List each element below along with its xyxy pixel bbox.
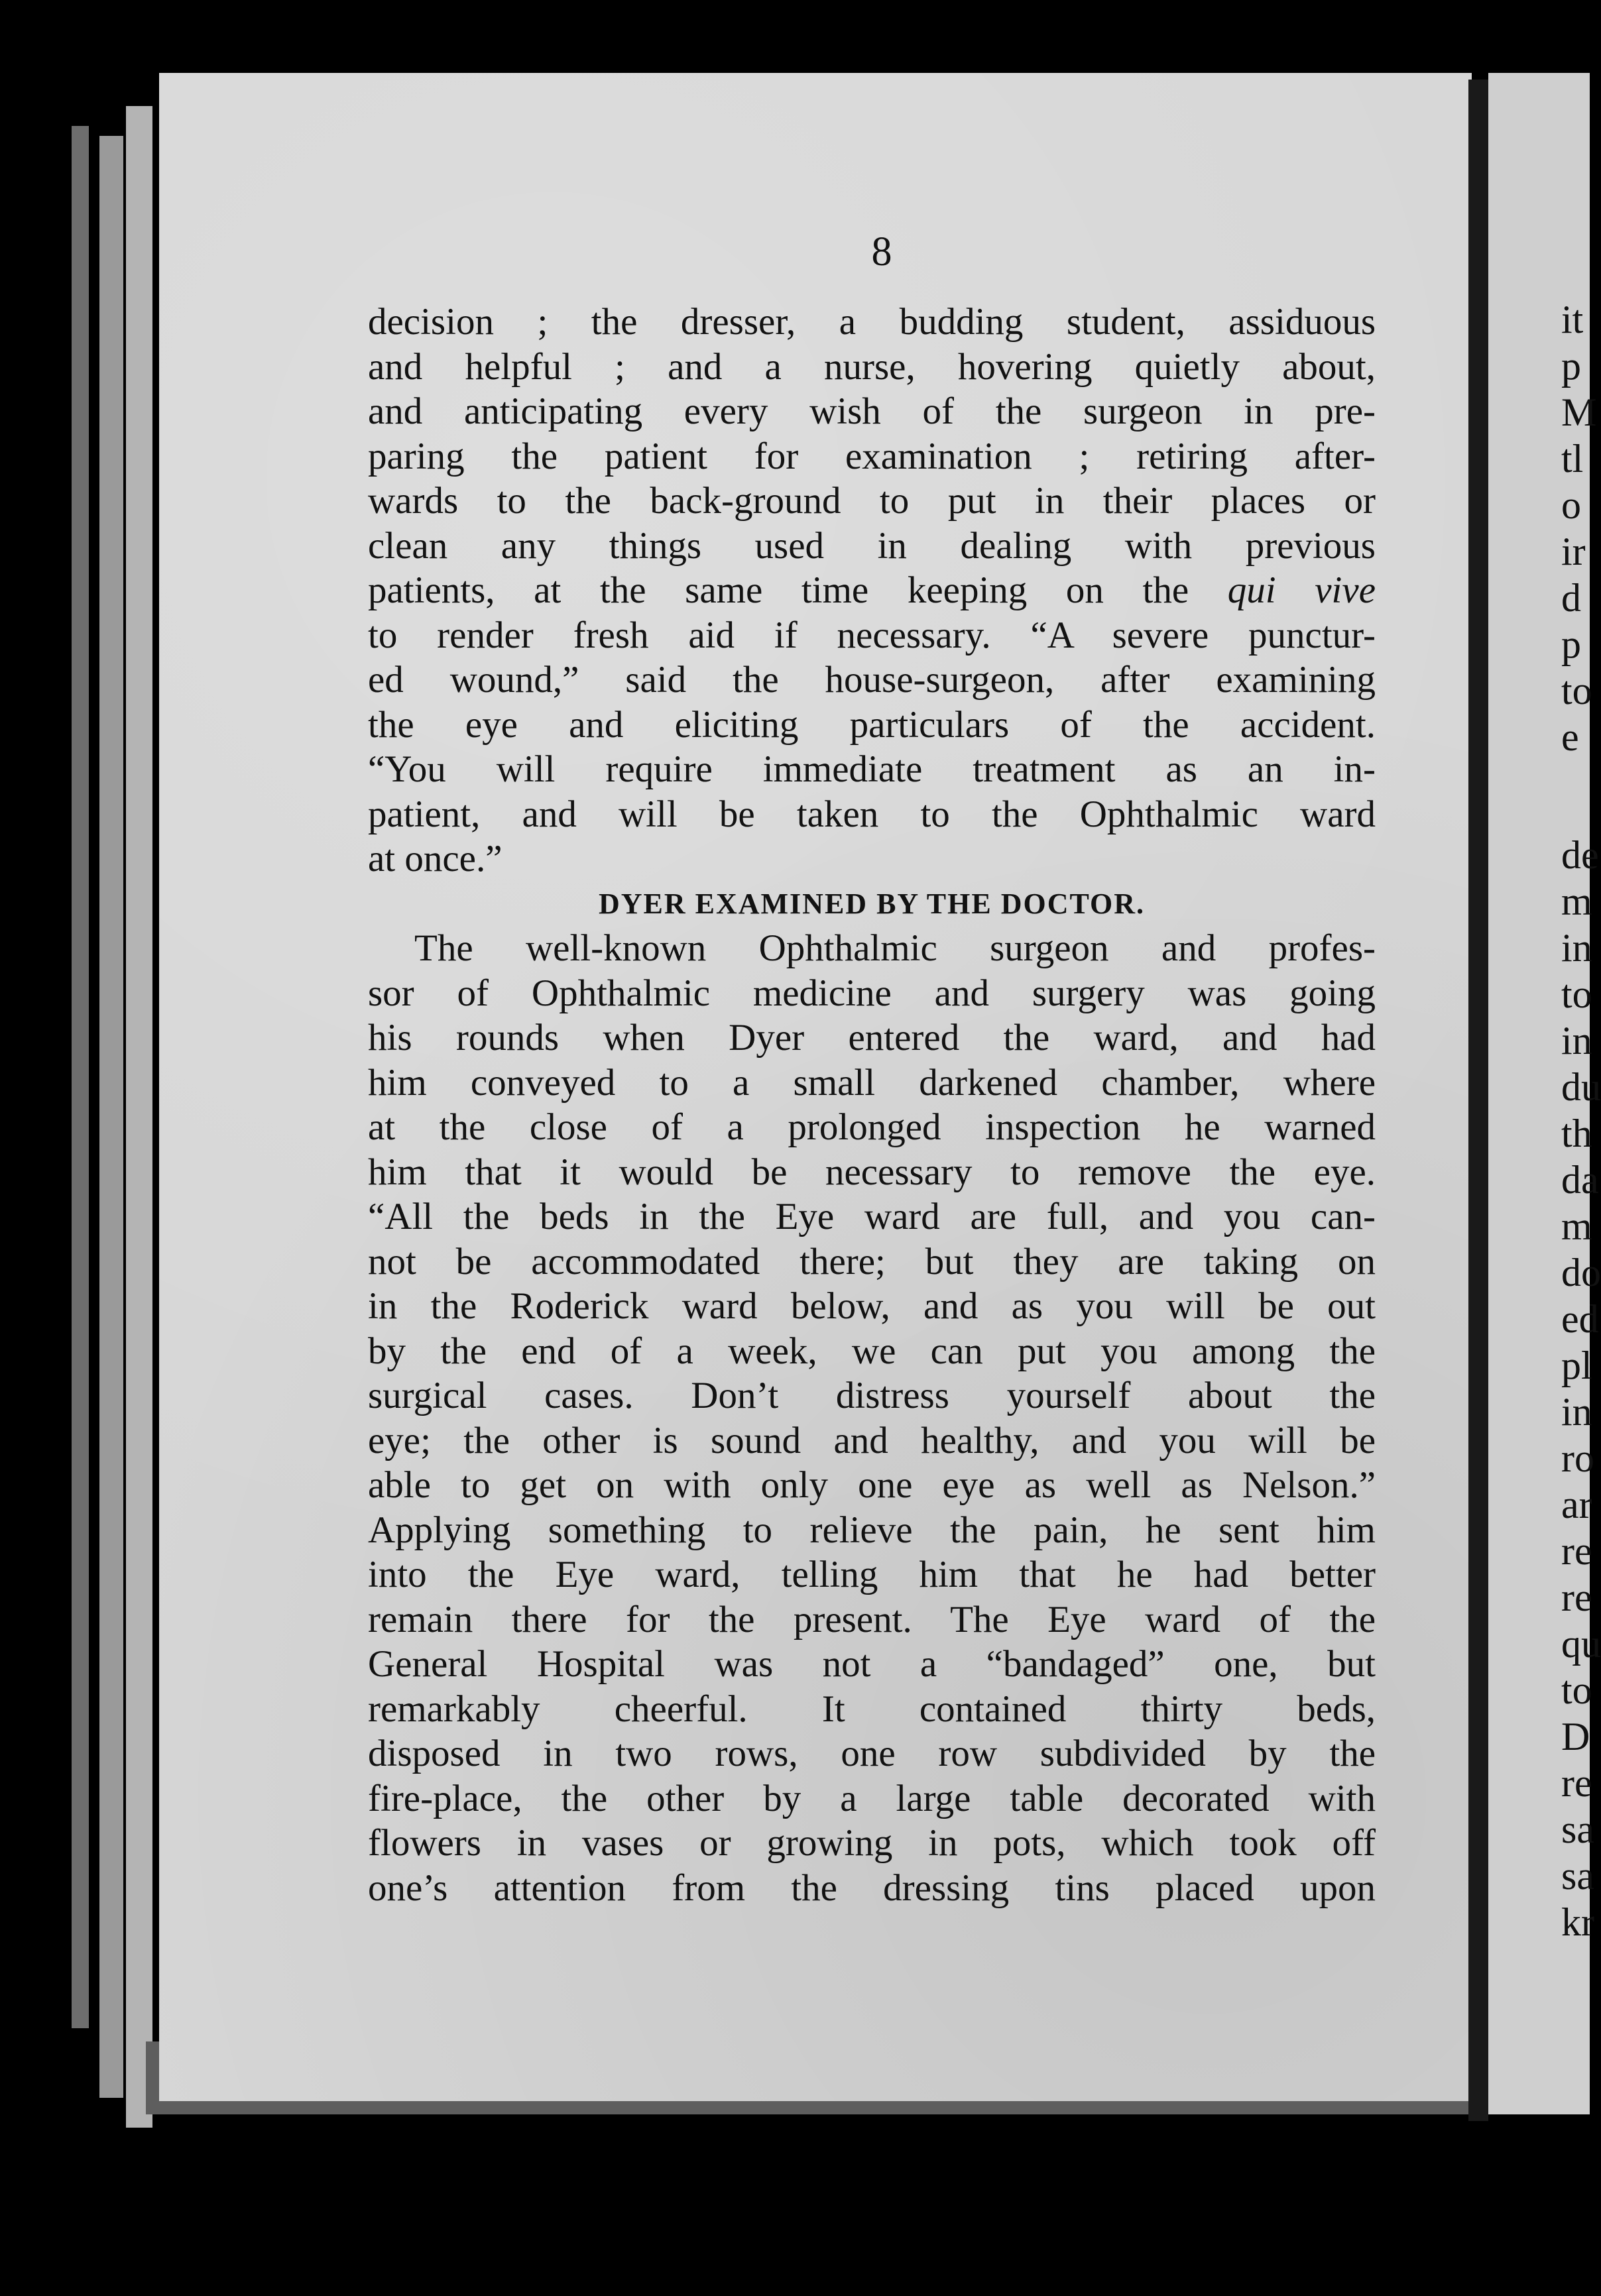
- facing-page-fragment: p: [1561, 622, 1581, 666]
- facing-page-fragment: o: [1561, 483, 1581, 527]
- facing-page-fragment: th: [1561, 1112, 1592, 1155]
- text-line: ed wound,” said the house-surgeon, after examining: [368, 659, 1376, 701]
- text-line: General Hospital was not a “bandaged” one, but: [368, 1643, 1376, 1685]
- text-line: him that it would be necessary to remove the eye.: [368, 1151, 1376, 1193]
- facing-page-fragment: ar: [1561, 1483, 1592, 1526]
- facing-page-fragment: sa: [1561, 1808, 1594, 1851]
- facing-page-fragment: ir: [1561, 530, 1586, 573]
- text-line: eye; the other is sound and healthy, and you will be: [368, 1419, 1376, 1462]
- text-line: at once.”: [368, 838, 503, 880]
- facing-page-fragment: de: [1561, 833, 1599, 877]
- text-line: “You will require immediate treatment as an in-: [368, 748, 1376, 790]
- page-number: 8: [871, 229, 892, 274]
- page-stack-edge: [126, 106, 152, 2128]
- facing-page-fragment: do: [1561, 1251, 1601, 1294]
- facing-page-fragment: to: [1561, 972, 1592, 1016]
- text-line: into the Eye ward, telling him that he had better: [368, 1554, 1376, 1595]
- facing-page-fragment: pl: [1561, 1344, 1592, 1387]
- text-segment: patients, at the same time keeping on the: [368, 569, 1189, 611]
- text-line: by the end of a week, we can put you among the: [368, 1330, 1376, 1372]
- section-heading: DYER EXAMINED BY THE DOCTOR.: [598, 887, 1146, 920]
- text-line: disposed in two rows, one row subdivided by the: [368, 1733, 1376, 1774]
- text-line: decision ; the dresser, a budding student, assiduous: [368, 301, 1376, 343]
- text-line: remain there for the present. The Eye ward of the: [368, 1598, 1376, 1640]
- facing-page-fragment: re: [1561, 1529, 1592, 1573]
- text-line: remarkably cheerful. It contained thirty beds,: [368, 1688, 1376, 1730]
- facing-page-fragment: to: [1561, 669, 1592, 713]
- facing-page-fragment: m: [1561, 1204, 1592, 1248]
- text-line: flowers in vases or growing in pots, which took off: [368, 1822, 1376, 1864]
- page-stack-edge: [99, 136, 123, 2098]
- text-line: and helpful ; and a nurse, hovering quietly about,: [368, 345, 1376, 388]
- facing-page-fragment: M: [1561, 390, 1597, 434]
- facing-page-fragment: ed: [1561, 1297, 1599, 1341]
- page-stack-edge: [72, 126, 89, 2028]
- text-line: sor of Ophthalmic medicine and surgery was going: [368, 972, 1376, 1014]
- text-line: his rounds when Dyer entered the ward, and had: [368, 1017, 1376, 1059]
- text-line: Applying something to relieve the pain, he sent him: [368, 1509, 1376, 1551]
- text-line: paring the patient for examination ; retiring after-: [368, 435, 1376, 477]
- facing-page-fragment: to: [1561, 1668, 1592, 1712]
- italic-phrase: qui vive: [1227, 569, 1376, 611]
- facing-page-fragment: tl: [1561, 437, 1584, 481]
- facing-page-edge: [1488, 73, 1601, 2114]
- facing-page-fragment: in: [1561, 926, 1592, 970]
- text-line-with-italic: [368, 568, 1376, 613]
- facing-page-fragment: in: [1561, 1390, 1592, 1434]
- text-line: wards to the back-ground to put in their places or: [368, 480, 1376, 522]
- text-line: “All the beds in the Eye ward are full, and you can-: [368, 1196, 1376, 1237]
- text-line: one’s attention from the dressing tins placed upon: [368, 1866, 1376, 1909]
- facing-page-fragment: it: [1561, 298, 1584, 341]
- text-line: not be accommodated there; but they are taking on: [368, 1240, 1376, 1283]
- text-line: in the Roderick ward below, and as you will be out: [368, 1285, 1376, 1327]
- facing-page-fragment: e: [1561, 715, 1579, 759]
- text-line: clean any things used in dealing with previous: [368, 524, 1376, 567]
- facing-page-fragment: m: [1561, 880, 1592, 923]
- text-line: The well-known Ophthalmic surgeon and profes-: [414, 927, 1376, 969]
- facing-page-fragment: in: [1561, 1019, 1592, 1062]
- text-line: fire-place, the other by a large table decorated with: [368, 1777, 1376, 1819]
- text-line: patient, and will be taken to the Ophthalmic ward: [368, 793, 1376, 835]
- text-line: able to get on with only one eye as well as Nelson.”: [368, 1464, 1376, 1506]
- facing-page-fragment: du: [1561, 1065, 1601, 1109]
- page-text: [368, 300, 1376, 1910]
- facing-page-fragment: kr: [1561, 1900, 1594, 1944]
- text-line: to render fresh aid if necessary. “A severe punctur-: [368, 614, 1376, 656]
- facing-page-fragment: re: [1561, 1761, 1592, 1805]
- text-line: the eye and eliciting particulars of the accident.: [368, 703, 1376, 746]
- text-line: and anticipating every wish of the surgeon in pre-: [368, 390, 1376, 432]
- text-line: surgical cases. Don’t distress yourself about the: [368, 1375, 1376, 1416]
- text-line: at the close of a prolonged inspection he warned: [368, 1106, 1376, 1148]
- facing-page-fragment: ro: [1561, 1436, 1594, 1480]
- facing-page-fragment: qu: [1561, 1622, 1601, 1666]
- facing-page-fragment: d: [1561, 576, 1581, 620]
- book-gutter: [1468, 80, 1488, 2121]
- facing-page-fragment: p: [1561, 344, 1581, 388]
- facing-page-fragment: sa: [1561, 1854, 1594, 1898]
- facing-page-fragment: re: [1561, 1576, 1592, 1619]
- text-line: him conveyed to a small darkened chamber, where: [368, 1061, 1376, 1104]
- facing-page-fragment: da: [1561, 1158, 1599, 1202]
- facing-page-fragment: D: [1561, 1715, 1590, 1758]
